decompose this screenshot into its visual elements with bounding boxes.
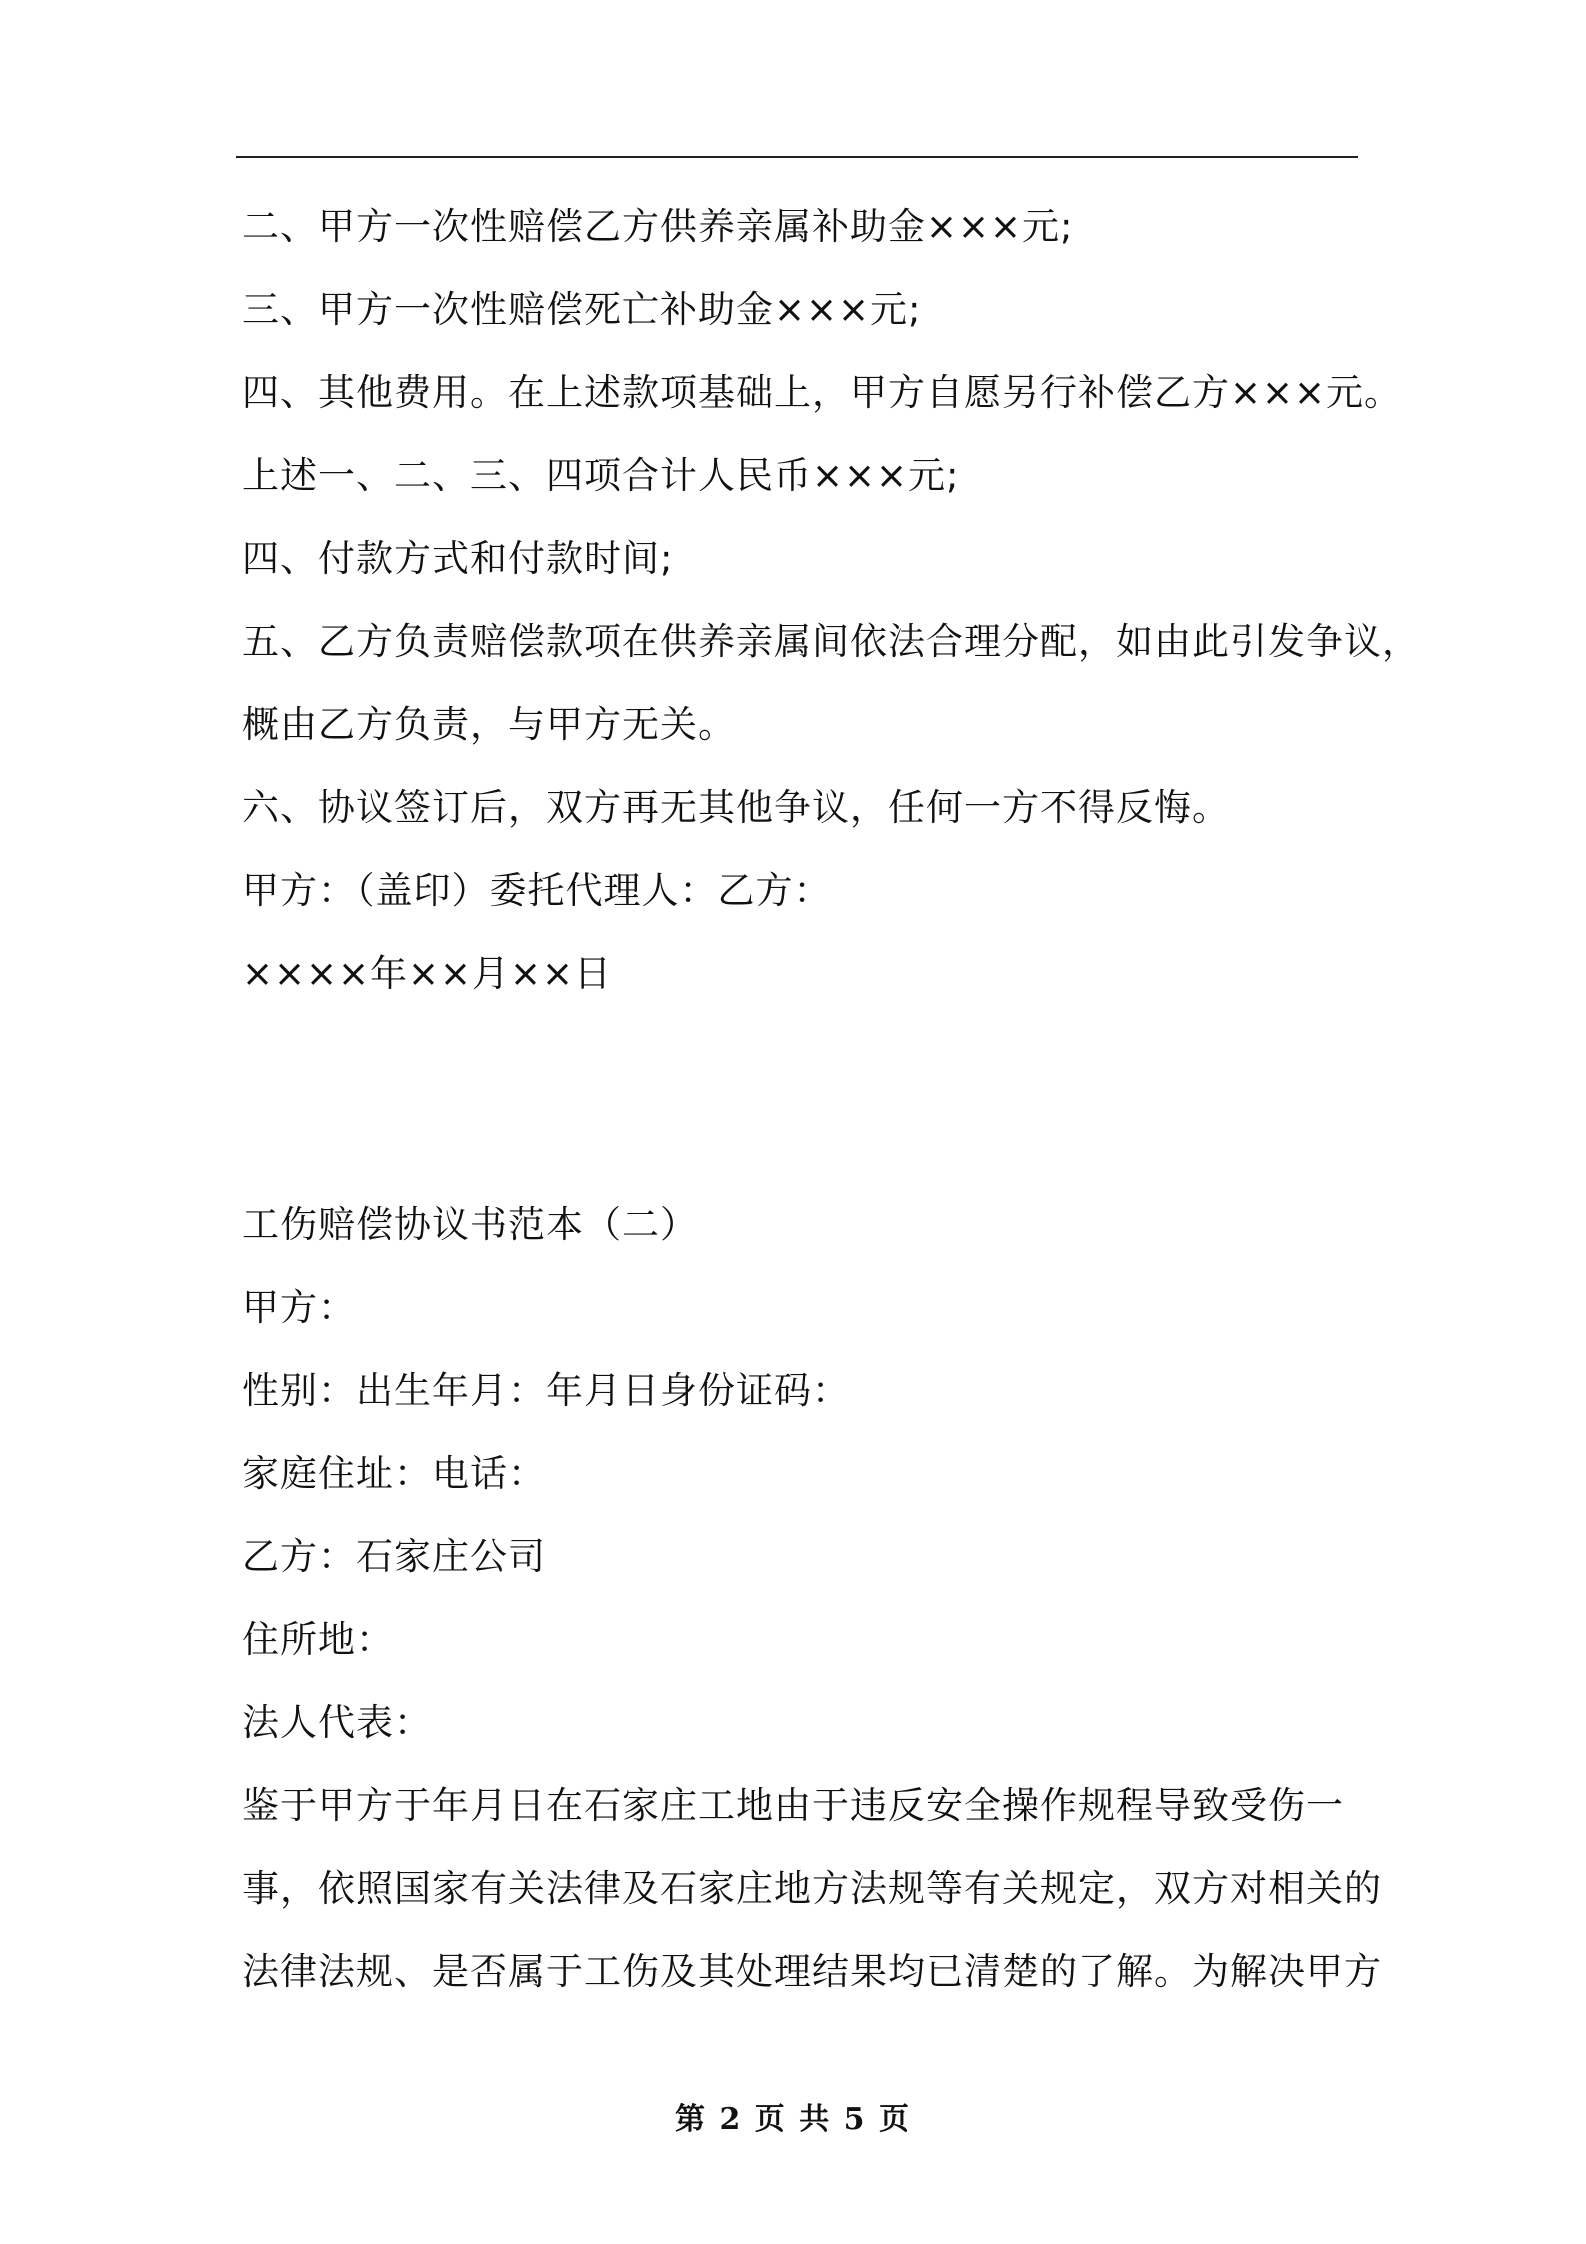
clause-3: 三、甲方一次性赔偿死亡补助金×××元; xyxy=(242,288,922,331)
party-a-details: 性别：出生年月：年月日身份证码： xyxy=(242,1369,850,1412)
total-line: 上述一、二、三、四项合计人民币×××元; xyxy=(242,454,960,497)
party-a-address: 家庭住址：电话： xyxy=(242,1452,546,1495)
date-line: ××××年××月××日 xyxy=(242,952,613,995)
party-a-label: 甲方： xyxy=(242,1286,356,1329)
party-b-address: 住所地： xyxy=(242,1618,394,1661)
header-rule xyxy=(236,156,1358,158)
clause-4-other-fees: 四、其他费用。在上述款项基础上，甲方自愿另行补偿乙方×××元。 xyxy=(242,371,1403,414)
preamble-line-1: 鉴于甲方于年月日在石家庄工地由于违反安全操作规程导致受伤一 xyxy=(242,1784,1344,1827)
party-b-legal-rep: 法人代表： xyxy=(242,1701,432,1744)
page-footer: 第 2 页 共 5 页 xyxy=(675,2102,911,2137)
preamble-line-3: 法律法规、是否属于工伤及其处理结果均已清楚的了解。为解决甲方 xyxy=(242,1950,1382,1993)
clause-6: 六、协议签订后，双方再无其他争议，任何一方不得反悔。 xyxy=(242,786,1230,829)
clause-5-line-1: 五、乙方负责赔偿款项在供养亲属间依法合理分配，如由此引发争议， xyxy=(242,620,1420,663)
preamble-line-2: 事，依照国家有关法律及石家庄地方法规等有关规定，双方对相关的 xyxy=(242,1867,1382,1910)
clause-4-payment: 四、付款方式和付款时间; xyxy=(242,537,674,580)
party-b-label: 乙方：石家庄公司 xyxy=(242,1535,546,1578)
section-title: 工伤赔偿协议书范本（二） xyxy=(242,1203,698,1246)
clause-2: 二、甲方一次性赔偿乙方供养亲属补助金×××元; xyxy=(242,205,1074,248)
signature-line: 甲方：（盖印）委托代理人：乙方： xyxy=(242,869,832,912)
clause-5-line-2: 概由乙方负责，与甲方无关。 xyxy=(242,703,736,746)
